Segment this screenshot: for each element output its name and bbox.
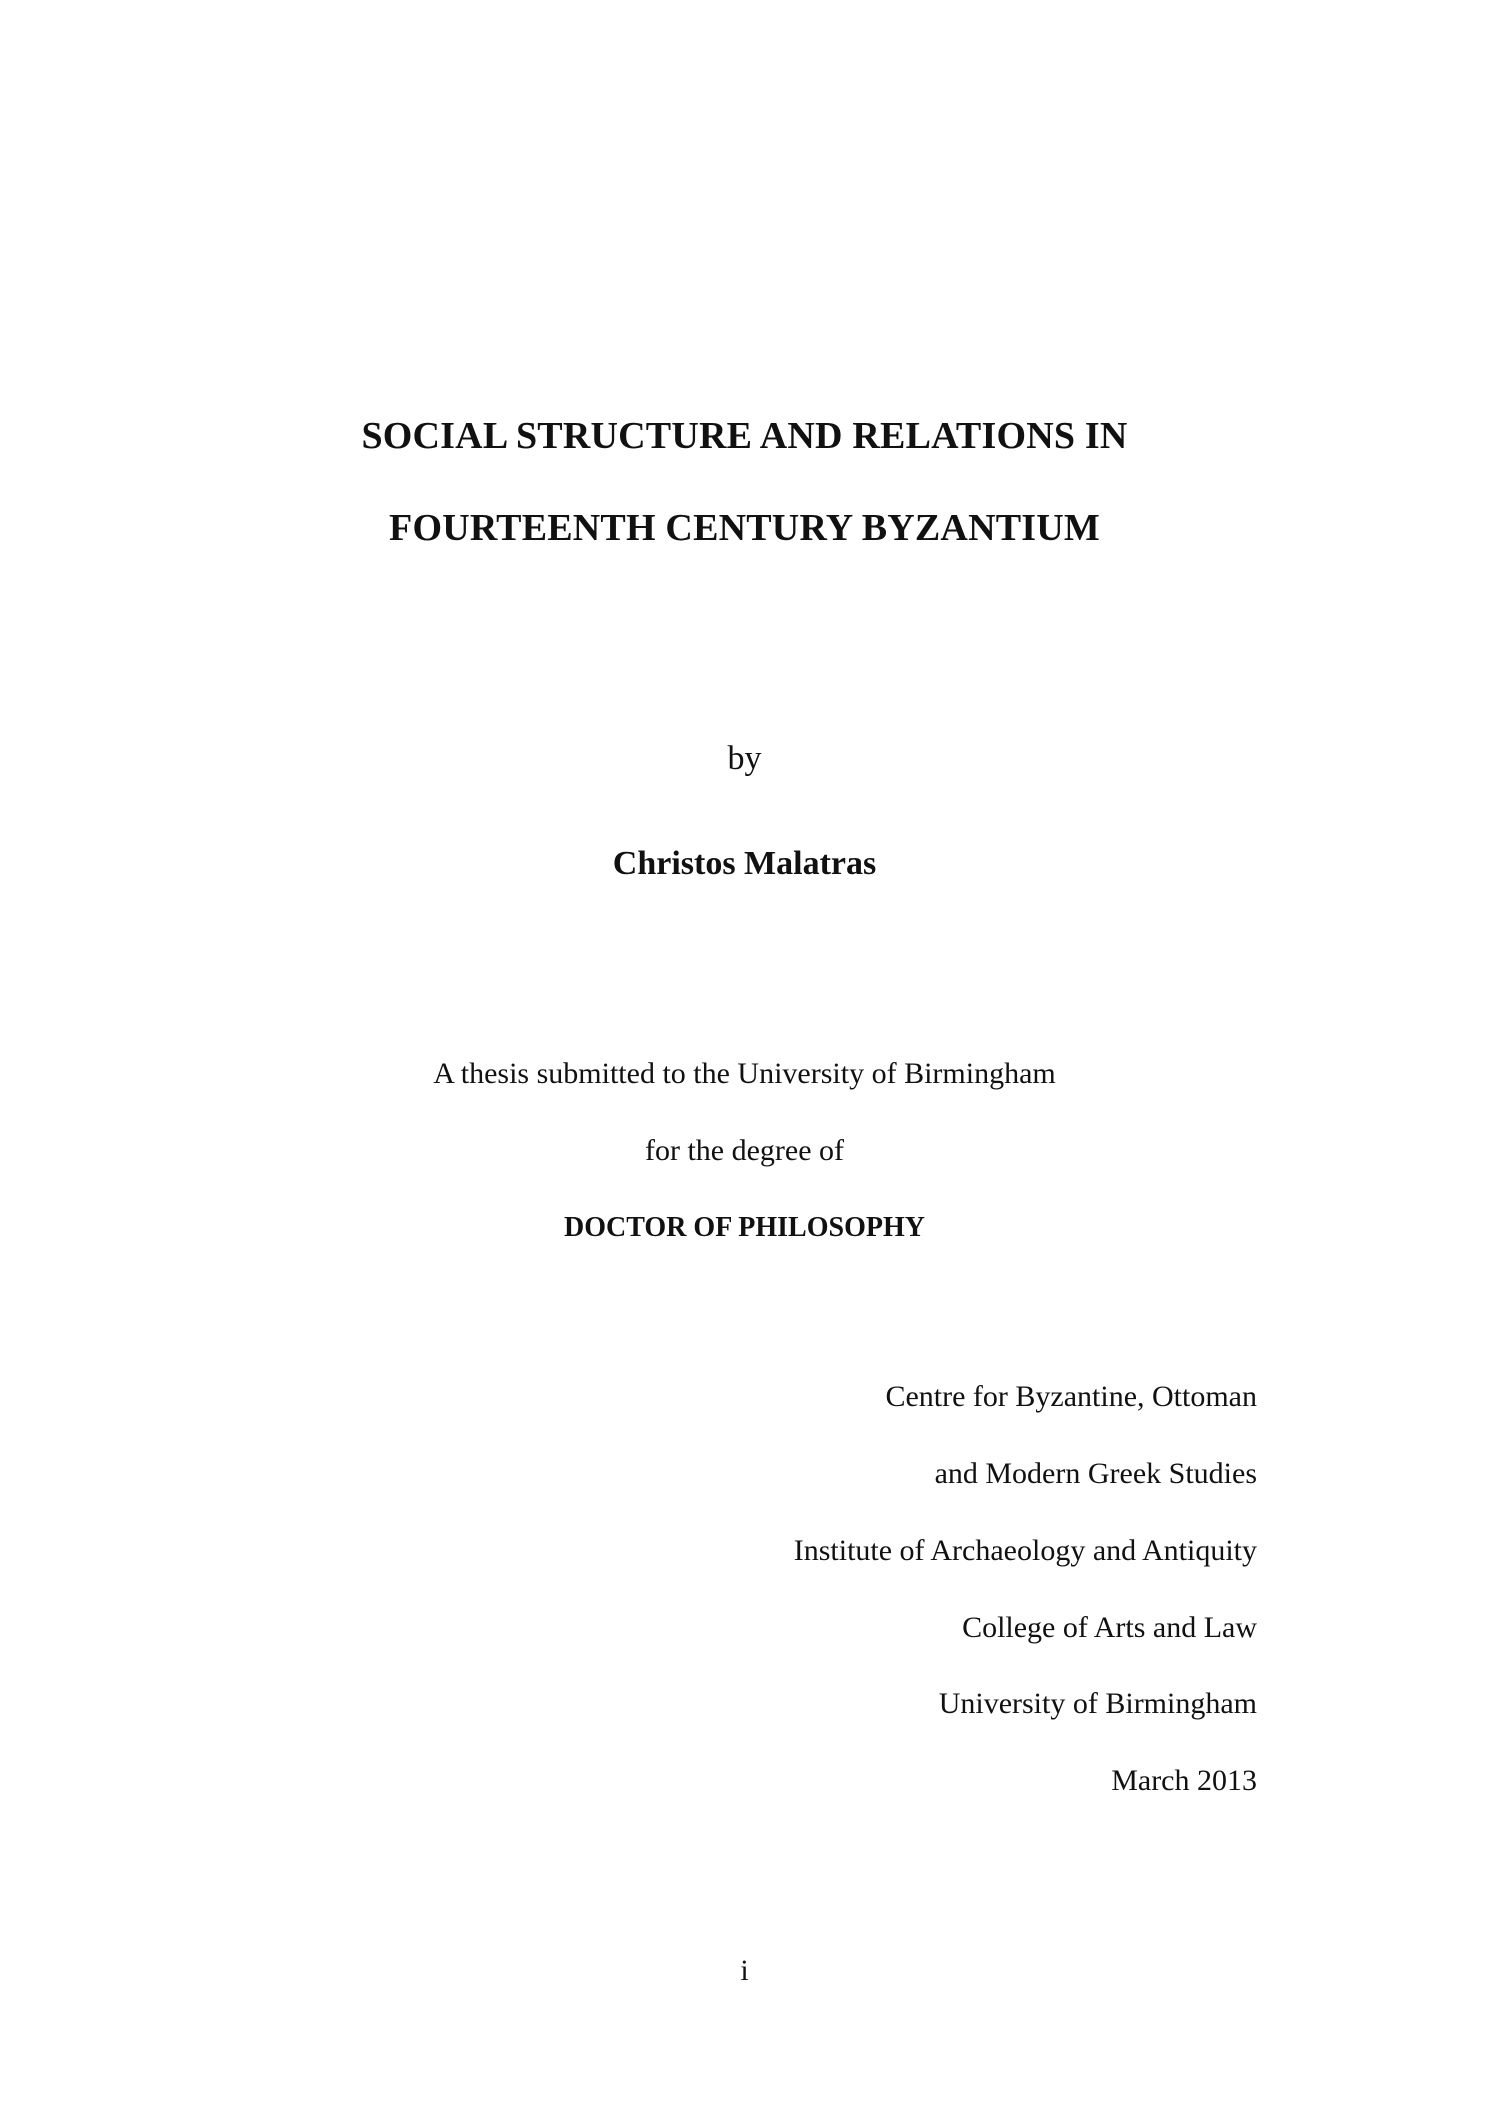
affiliation-university: University of Birmingham	[938, 1687, 1257, 1720]
submission-statement: A thesis submitted to the University of Birmingham	[433, 1057, 1056, 1090]
page-number: i	[740, 1954, 749, 1987]
affiliation-centre-line-1: Centre for Byzantine, Ottoman	[885, 1380, 1257, 1413]
affiliation-centre-line-2: and Modern Greek Studies	[934, 1457, 1257, 1490]
by-label: by	[727, 740, 762, 777]
affiliation-college: College of Arts and Law	[962, 1611, 1257, 1644]
thesis-title-line-1: SOCIAL STRUCTURE AND RELATIONS IN	[361, 415, 1128, 457]
submission-date: March 2013	[1111, 1764, 1257, 1797]
affiliation-institute: Institute of Archaeology and Antiquity	[793, 1534, 1257, 1567]
thesis-title-line-2: FOURTEENTH CENTURY BYZANTIUM	[389, 507, 1100, 549]
author-name: Christos Malatras	[612, 845, 877, 882]
degree-intro: for the degree of	[644, 1134, 845, 1167]
degree-name: DOCTOR OF PHILOSOPHY	[564, 1212, 925, 1243]
